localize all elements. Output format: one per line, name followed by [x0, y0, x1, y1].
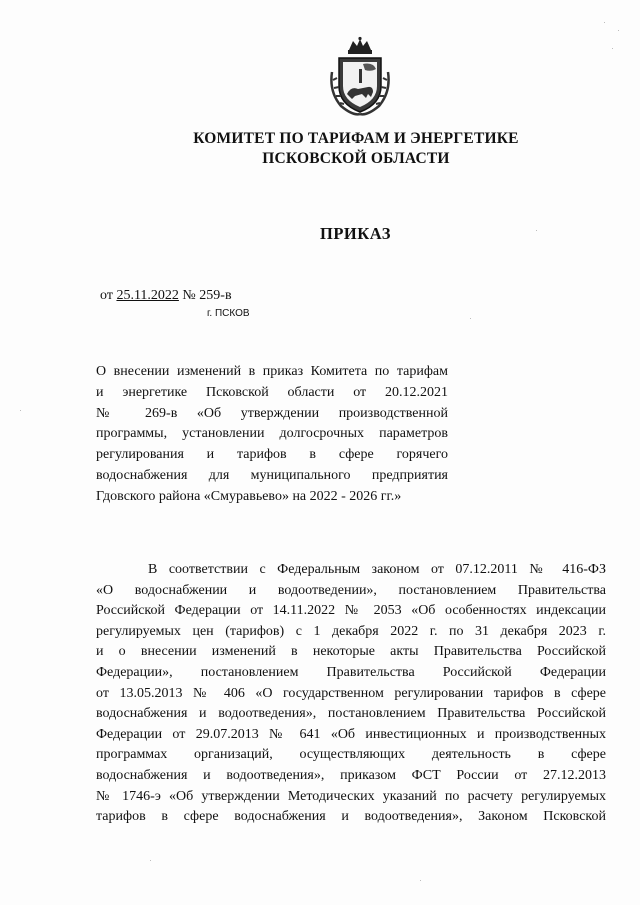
order-subject [96, 362, 448, 508]
date-number-line [100, 288, 232, 304]
body-line: «О водоснабжении и водоотведении», постановлением Правительства [96, 582, 606, 598]
body-line: водоснабжения и водоотведения», постановлением Правительства Российской [96, 706, 606, 722]
scan-speck [470, 318, 471, 319]
subject-line: водоснабжения для муниципального предприятия [96, 467, 448, 483]
body-line: и о внесении изменений в некоторые акты Правительства Российской [96, 644, 606, 660]
scan-speck [150, 860, 151, 861]
subject-line: № 269-в «Об утверждении производственной [96, 405, 448, 421]
subject-line: регулирования и тарифов в сфере горячего [96, 447, 448, 463]
body-line: программах организаций, осуществляющих деятельность в сфере [96, 747, 606, 763]
subject-line: О внесении изменений в приказ Комитета по тарифам [96, 364, 448, 379]
scan-speck [536, 230, 537, 231]
body-line: Федерации от 29.07.2013 № 641 «Об инвестиционных и производственных [96, 726, 606, 742]
city-label: г. ПСКОВ [207, 308, 250, 319]
scan-speck [612, 48, 613, 49]
body-line: тарифов в сфере водоснабжения и водоотведения», Законом Псковской [96, 809, 606, 825]
pskov-coat-of-arms-icon [327, 36, 393, 116]
body-line: В соответствии с Федеральным законом от 07.12.2011 № 416-ФЗ [148, 562, 606, 577]
subject-line: программы, установлении долгосрочных параметров [96, 426, 448, 442]
order-body [96, 560, 606, 828]
body-line: регулируемых цен (тарифов) с 1 декабря 2022 г. по 31 декабря 2023 г. [96, 623, 606, 639]
organization-name-line-1: КОМИТЕТ ПО ТАРИФАМ И ЭНЕРГЕТИКЕ [193, 130, 519, 147]
body-line: Российской Федерации от 14.11.2022 № 2053 «Об особенностях индексации [96, 603, 606, 619]
subject-line: Гдовского района «Смуравьево» на 2022 - 2026 гг.» [96, 488, 402, 504]
date-prefix: от [100, 288, 117, 303]
order-date: 25.11.2022 [116, 288, 179, 303]
scan-speck [420, 880, 421, 881]
body-line: водоснабжения и водоотведения», приказом ФСТ России от 27.12.2013 [96, 767, 606, 783]
body-line: от 13.05.2013 № 406 «О государственном регулировании тарифов в сфере [96, 685, 606, 701]
body-line: № 1746-э «Об утверждении Методических указаний по расчету регулируемых [96, 788, 606, 804]
scan-speck [618, 30, 619, 31]
organization-name-line-2: ПСКОВСКОЙ ОБЛАСТИ [262, 150, 450, 167]
scan-speck [20, 410, 21, 411]
body-line: Федерации», постановлением Правительства Российской Федерации [96, 664, 606, 680]
subject-line: и энергетике Псковской области от 20.12.2021 [96, 384, 448, 400]
document-type-title: ПРИКАЗ [320, 224, 391, 243]
order-number: № 259-в [178, 288, 232, 303]
scan-speck [604, 22, 605, 23]
